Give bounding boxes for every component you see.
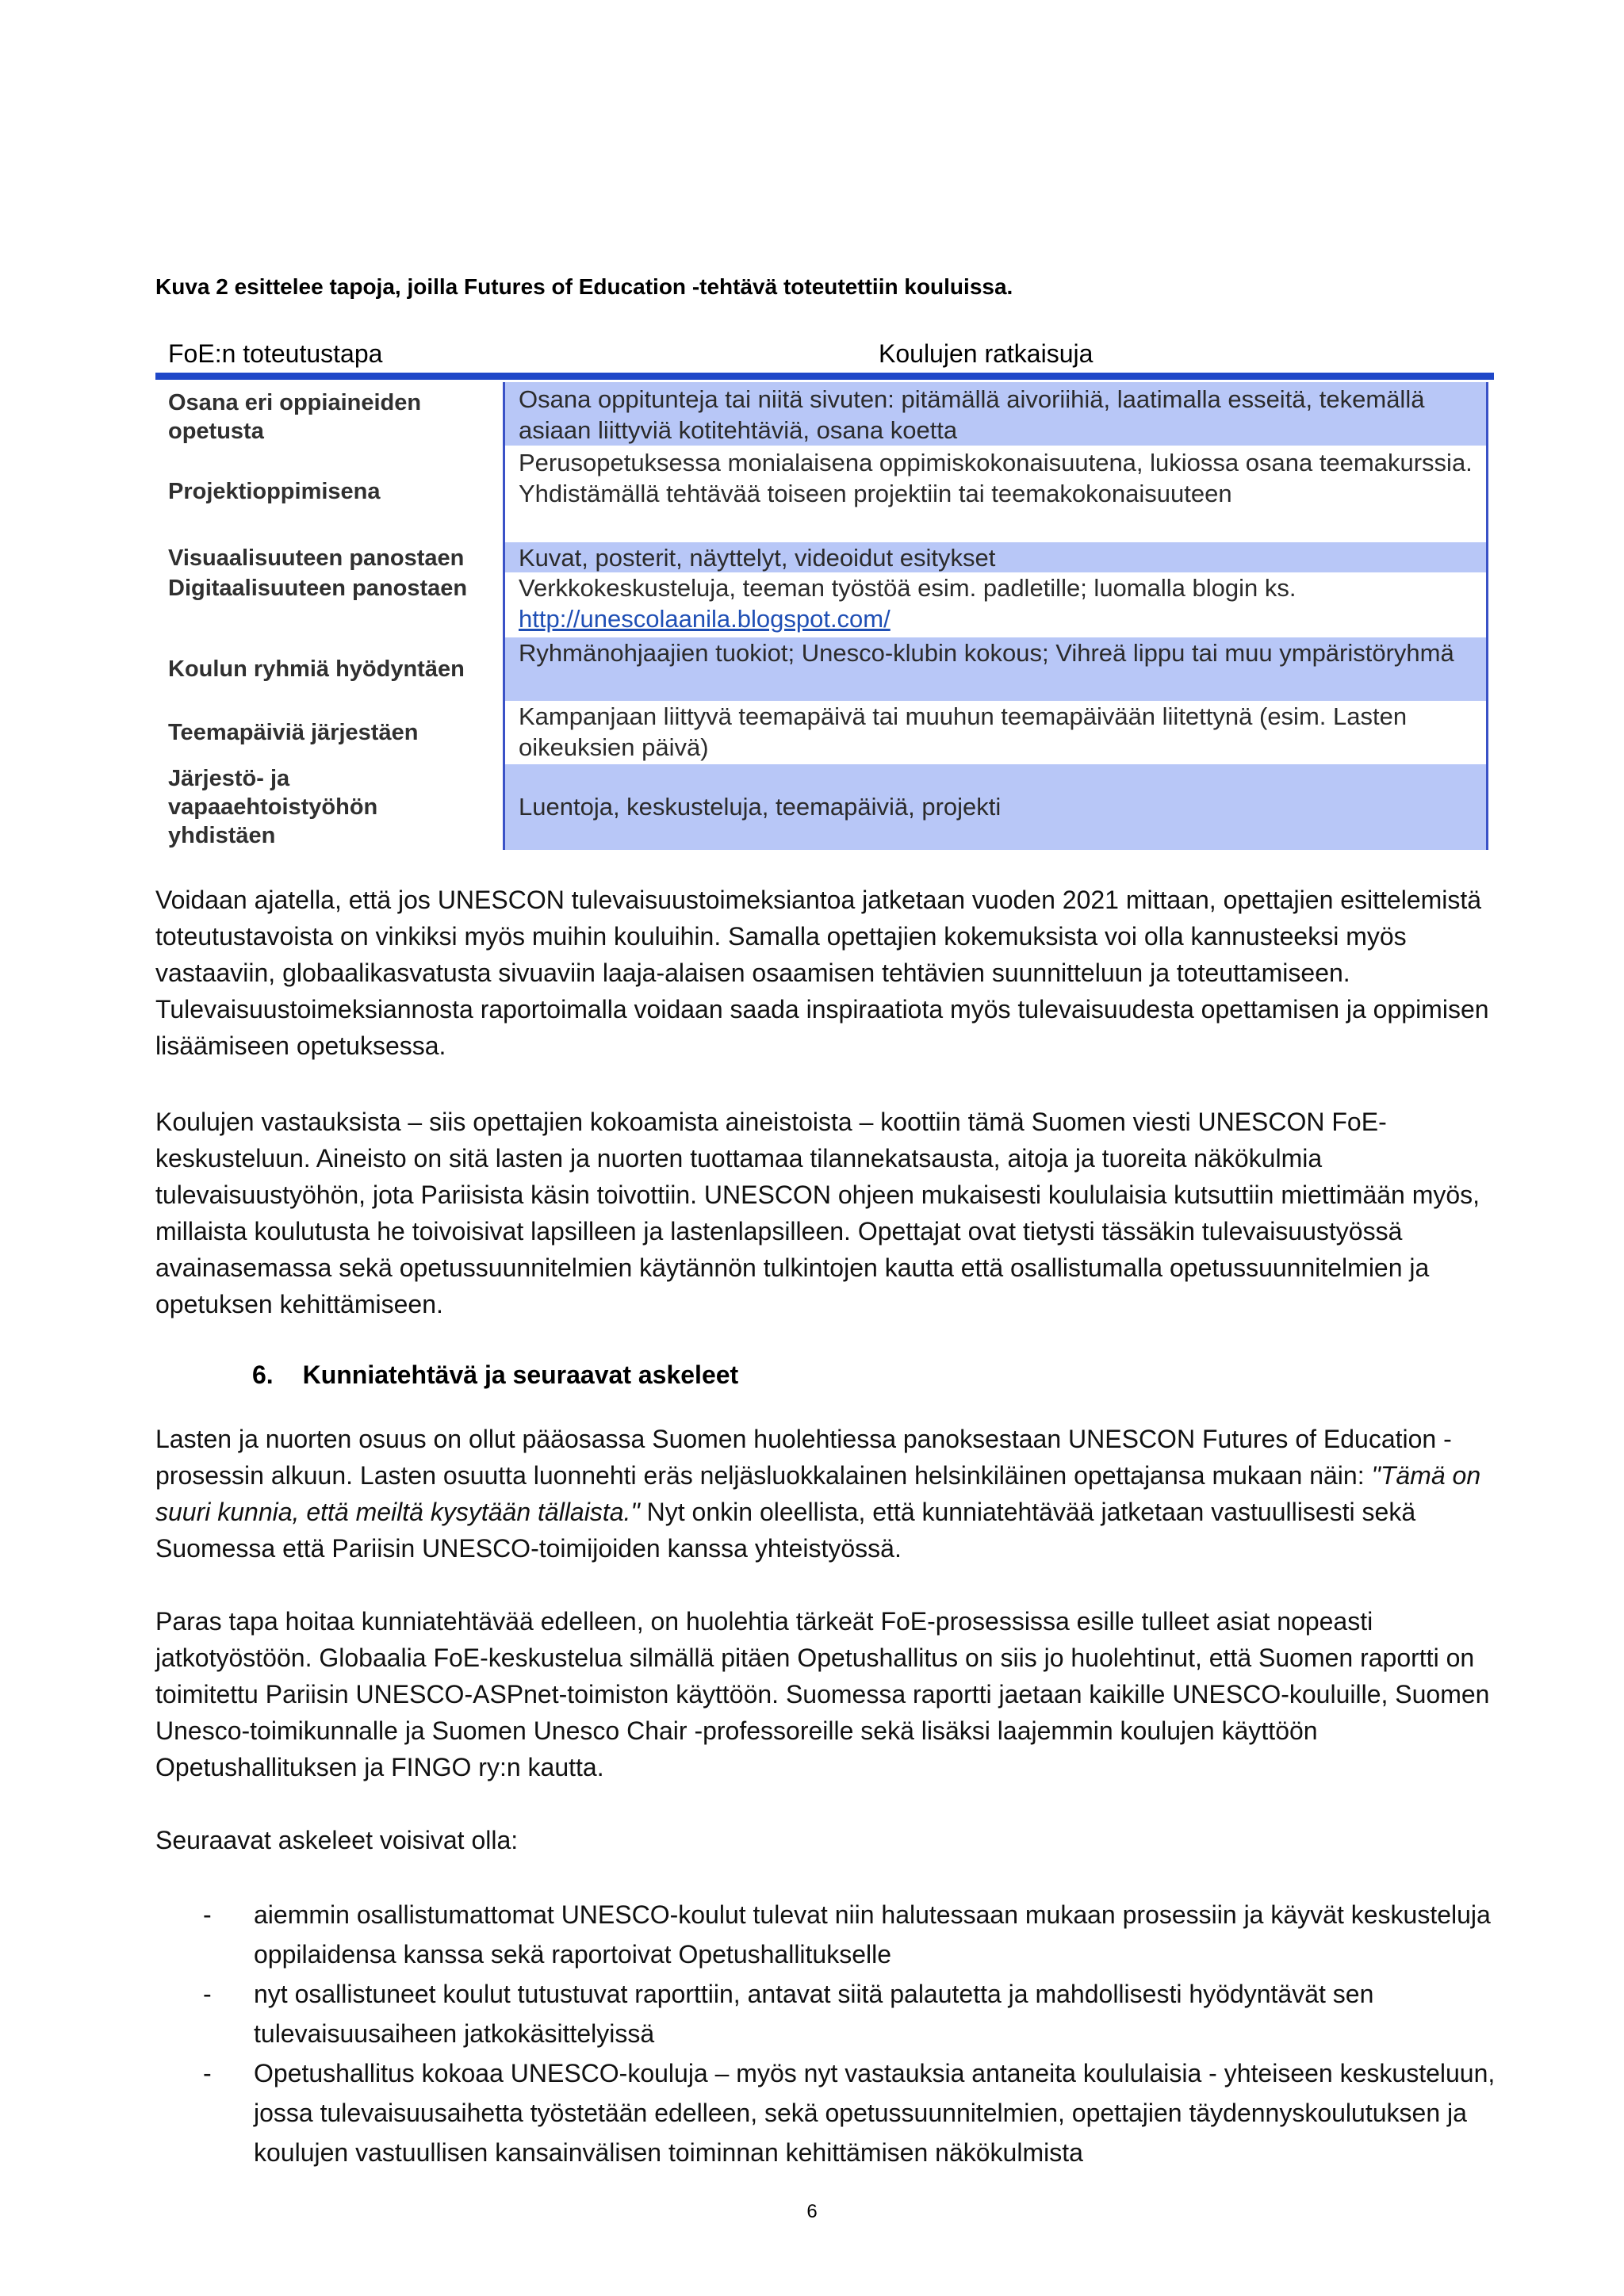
row-label: Osana eri oppiaineiden opetusta: [168, 390, 422, 444]
row-value: Ryhmänohjaajien tuokiot; Unesco-klubin kokous; Vihreä lippu tai muu ympäristöryhmä: [503, 637, 1486, 701]
table-row: [155, 637, 1488, 701]
row-value: Kuvat, posterit, näyttelyt, videoidut esitykset: [503, 542, 1486, 572]
section-title: Kunniatehtävä ja seuraavat askeleet: [302, 1360, 739, 1389]
column-divider: [503, 382, 505, 850]
table-row: [155, 701, 1488, 764]
list-item: [155, 1895, 1519, 1974]
list-item: [155, 1974, 1519, 2053]
quote-text: "Tämä on suuri kunnia, että meiltä kysytään tällaista.": [155, 1461, 1481, 1526]
paragraph: Voidaan ajatella, että jos UNESCON tulevaisuustoimeksiantoa jatketaan vuoden 2021 mittaan, opettajien esittelemistä toteutustavoista on vinkiksi myös muihin kouluihin. Samalla opettajien kokemuksista voi olla kannusteeksi myös vastaaviin, globaalikasvatusta sivuaviin laaja-alaisen osaamisen tehtävien suunnitteluun ja toteuttamiseen. Tulevaisuustoimeksiannosta raportoimalla voidaan saada inspiraatiota myös tulevaisuudesta opettamisen ja oppimisen lisäämiseen opetuksessa.: [155, 886, 1489, 1060]
blog-link[interactable]: http://unescolaanila.blogspot.com/: [519, 605, 891, 633]
row-label: Koulun ryhmiä hyödyntäen: [168, 656, 465, 682]
row-label: Teemapäiviä järjestäen: [168, 720, 419, 745]
row-value: Perusopetuksessa monialaisena oppimiskokonaisuutena, lukiossa osana teemakurssia. Yhdistämällä tehtävää toiseen projektiin tai teemakokonaisuuteen: [519, 449, 1473, 507]
table-row: [155, 572, 1488, 637]
paragraph-text: Lasten ja nuorten osuus on ollut pääosassa Suomen huolehtiessa panoksestaan UNESCON Futures of Education -prosessin alkuun. Lasten osuutta luonnehti eräs neljäsluokkalainen helsinkiläinen opettajansa mukaan näin:: [155, 1425, 1452, 1490]
row-label: Projektioppimisena: [168, 479, 381, 504]
figure-2-table: [155, 338, 1494, 848]
header-left: FoE:n toteutustapa: [168, 339, 383, 368]
row-label: Digitaalisuuteen panostaen: [168, 576, 468, 601]
header-right: Koulujen ratkaisuja: [879, 339, 1094, 368]
table-body: [155, 382, 1488, 850]
row-value: Luentoja, keskusteluja, teemapäiviä, projekti: [503, 764, 1486, 850]
list-item: [155, 2053, 1519, 2172]
bullet-list: [155, 1895, 1519, 2172]
table-row: [155, 764, 1488, 850]
bullet-dash: -: [203, 2059, 212, 2087]
header-rule: [155, 373, 1494, 380]
table-row: [155, 446, 1488, 542]
page-number: 6: [806, 2201, 818, 2222]
paragraph: Seuraavat askeleet voisivat olla:: [155, 1826, 519, 1854]
row-label: Visuaalisuuteen panostaen: [168, 545, 465, 571]
row-label: Järjestö- ja vapaaehtoistyöhön yhdistäen: [168, 766, 378, 848]
paragraph: [155, 1421, 1519, 1567]
table-right-border: [1486, 382, 1488, 850]
list-item-text: aiemmin osallistumattomat UNESCO-koulut tulevat niin halutessaan mukaan prosessiin ja käyvät keskusteluja oppilaidensa kanssa sekä raportoivat Opetushallitukselle: [254, 1900, 1491, 1969]
section-heading: [252, 1360, 738, 1390]
list-item-text: nyt osallistuneet koulut tutustuvat raporttiin, antavat siitä palautetta ja mahdollisesti hyödyntävät sen tulevaisuusaiheen jatkokäsittelyissä: [254, 1980, 1374, 2048]
table-row: [155, 542, 1488, 572]
table-header: [155, 338, 1494, 373]
paragraph: Koulujen vastauksista – siis opettajien kokoamista aineistoista – koottiin tämä Suomen viesti UNESCON FoE-keskusteluun. Aineisto on sitä lasten ja nuorten tuottamaa tilannekatsausta, aitoja ja tuoreita näkökulmia tulevaisuustyöhön, jota Pariisista käsin toivottiin. UNESCON ohjeen mukaisesti koululaisia kutsuttiin miettimään myös, millaista koulutusta he toivoisivat lapsilleen ja lastenlapsilleen. Opettajat ovat tietysti tässäkin tulevaisuustyössä avainasemassa sekä opetussuunnitelmien käytännön tulkintojen kautta että osallistumalla opetussuunnitelmien ja opetuksen kehittämiseen.: [155, 1108, 1480, 1318]
row-value: Osana oppitunteja tai niitä sivuten: pitämällä aivoriihiä, laatimalla esseitä, tekemällä asiaan liittyviä kotitehtäviä, osana koetta: [503, 382, 1486, 446]
row-value-text: Verkkokeskusteluja, teeman työstöä esim. padletille; luomalla blogin ks.: [519, 574, 1297, 602]
list-item-text: Opetushallitus kokoaa UNESCO-kouluja – myös nyt vastauksia antaneita koululaisia - yhteiseen keskusteluun, jossa tulevaisuusaihetta työstetään edelleen, sekä opetussuunnitelmien, opettajien täydennyskoulutuksen ja koulujen vastuullisen kansainvälisen toiminnan kehittämisen näkökulmista: [254, 2059, 1496, 2167]
table-row: [155, 382, 1488, 446]
row-value: [503, 572, 1486, 637]
bullet-dash: -: [203, 1980, 212, 2008]
paragraph-text: Nyt onkin oleellista, että kunniatehtävää jatketaan vastuullisesti sekä Suomessa että Pariisin UNESCO-toimijoiden kanssa yhteistyössä.: [155, 1498, 1416, 1563]
row-value: Kampanjaan liittyvä teemapäivä tai muuhun teemapäivään liitettynä (esim. Lasten oikeuksien päivä): [519, 702, 1408, 761]
section-number: 6.: [252, 1360, 274, 1389]
paragraph: Paras tapa hoitaa kunniatehtävää edelleen, on huolehtia tärkeät FoE-prosessissa esille tulleet asiat nopeasti jatkotyöstöön. Globaalia FoE-keskustelua silmällä pitäen Opetushallitus on siis jo huolehtinut, että Suomen raportti on toimitettu Pariisin UNESCO-ASPnet-toimiston käyttöön. Suomessa raportti jaetaan kaikille UNESCO-kouluille, Suomen Unesco-toimikunnalle ja Suomen Unesco Chair -professoreille sekä lisäksi laajemmin koulujen käyttöön Opetushallituksen ja FINGO ry:n kautta.: [155, 1607, 1490, 1781]
figure-caption: Kuva 2 esittelee tapoja, joilla Futures of Education -tehtävä toteutettiin kouluissa.: [155, 274, 1013, 299]
bullet-dash: -: [203, 1900, 212, 1929]
